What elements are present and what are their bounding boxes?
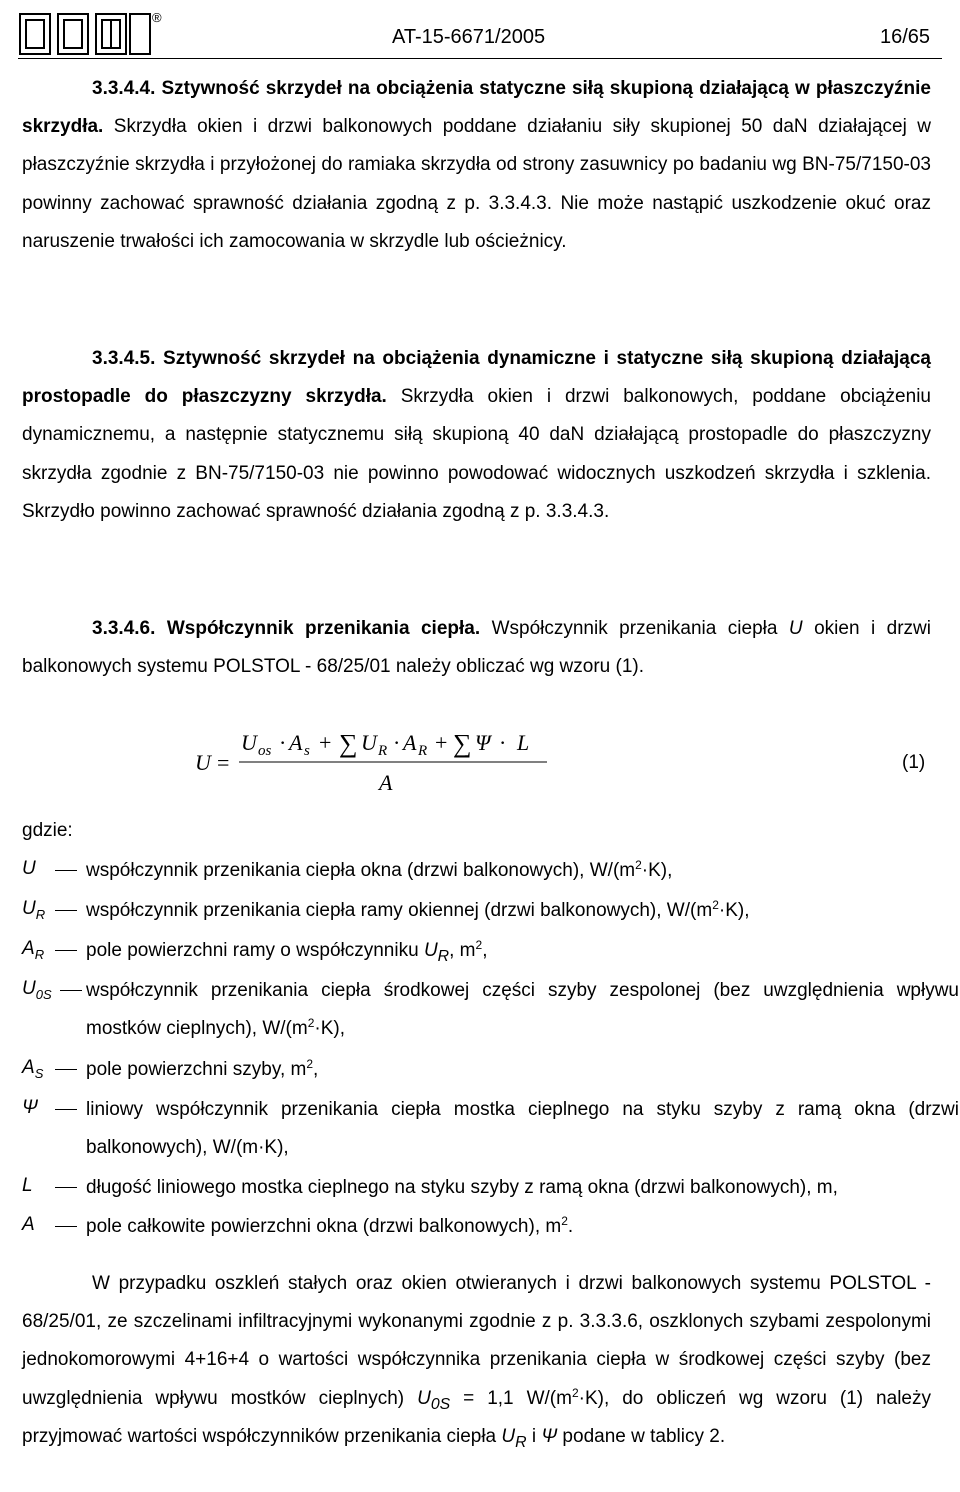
formula-term-as: A [289,730,303,755]
formula-dot-2: · [393,730,401,755]
formula-sub-r-2: R [418,743,428,759]
def-text-l: długość liniowego mostka cieplnego na styku szyby z ramą okna (drzwi balkonowych), m, [86,1177,838,1198]
def-dash [55,870,77,871]
def-symbol-ar: $A_R$ [22,938,45,962]
def-text-ar: pole powierzchni ramy o współczynniku $U_R$, $m^2$, [86,938,488,965]
section-3-3-4-6-body-start: Współczynnik przenikania ciepła [480,618,789,639]
final-paragraph: W przypadku oszkleń stałych oraz okien otwieranych i drzwi balkonowych systemu POLSTOL - 68/25/01, ze szczelinami infiltracyjnymi wykonanymi zgodnie z p. 3.3.3.6, oszklonych szybami zespolonymi jednokomorowymi 4+16+4 o wartości współczynnika przenikania ciepła w środkowej części szyby (bez uwzględnienia wpływu mostków cieplnych) $U_{0S} = 1,1$ $W/(m^2\cdot K)$, do obliczeń wg wzoru (1) należy przyjmować wartości współczynników przenikania ciepła $U_R$ i Ψ podane w tablicy 2. [22,1273,931,1451]
def-dash [60,990,82,991]
def-dash [55,1069,77,1070]
def-dash [55,1187,77,1188]
header-divider [18,58,942,59]
page-number: 16/65 [880,26,931,48]
section-3-3-4-5-heading: 3.3.4.5. Sztywność skrzydeł na obciążenia dynamiczne i statyczne siłą skupioną działającą prostopadle do płaszczyzny skrzydła. [22,348,931,408]
def-symbol-ur: $U_R$ [22,898,46,922]
formula-term-l: L [517,730,530,755]
formula-number: (1) [902,752,926,773]
formula-sum-1: ∑ [339,729,358,758]
def-dash [55,950,77,951]
formula-term-u0s: U [241,730,257,755]
formula-sub-os: os [258,743,272,759]
logo-registered-mark: ® [152,10,162,25]
formula-equals: = [217,750,230,775]
formula-plus-2: + [435,730,448,755]
def-dash [55,1226,77,1227]
formula-term-psi: Ψ [475,730,491,755]
def-symbol-u0s: $U_{0S}$ [22,978,52,1002]
def-dash [55,910,77,911]
section-3-3-4-4-body: Skrzydła okien i drzwi balkonowych poddane działaniu siły skupionej 50 daN działającej w płaszczyźnie skrzydła i przyłożonej do ramiaka skrzydła od strony zasuwnicy po badaniu wg BN-75/7150-03 powinny zachować sprawność działania zgodną z p. 3.3.4.3. Nie może nastąpić uszkodzenie okuć oraz naruszenie trwałości ich zamocowania w skrzydle lub ościeżnicy. [22,116,931,252]
formula-lhs: U [195,750,211,775]
def-text-u0s: współczynnik przenikania ciepła środkowej części szyby zespolonej (bez uwzględnienia wpływu mostków cieplnych), $W/(m^2\cdot K)$, [86,980,959,1040]
section-3-3-4-4-heading: 3.3.4.4. Sztywność skrzydeł na obciążenia statyczne siłą skupioną działającą w płaszczyźnie skrzydła. [22,78,931,138]
section-3-3-4-6-heading: 3.3.4.6. Współczynnik przenikania ciepła. [92,618,481,639]
def-symbol-psi: Ψ [22,1097,38,1118]
symbol-u: U [788,618,803,639]
def-text-u: współczynnik przenikania ciepła okna (drzwi balkonowych), $W/(m^2\cdot K)$, [86,858,673,881]
section-3-3-4-6-body-end: okien i drzwi balkonowych systemu POLSTOL - 68/25/01 należy obliczać wg wzoru (1). [22,618,931,678]
formula-sub-r-1: R [378,743,388,759]
section-3-3-4-6 [22,610,931,686]
heat-transfer-formula [195,728,555,798]
formula-sub-s: s [304,743,310,759]
section-3-3-4-4 [22,70,931,261]
def-symbol-a: A [22,1214,35,1235]
def-text-ur: współczynnik przenikania ciepła ramy okiennej (drzwi balkonowych), $W/(m^2\cdot K)$, [86,898,750,921]
formula-denominator: A [379,770,393,795]
document-reference: AT-15-6671/2005 [392,26,546,48]
def-symbol-l: L [22,1175,33,1196]
section-3-3-4-5-body: Skrzydła okien i drzwi balkonowych, poddane obciążeniu dynamicznemu, a następnie statycznemu siłą skupioną 40 daN działającą prostopadle do płaszczyzny skrzydła zgodnie z BN-75/7150-03 nie powinno powodować widocznych uszkodzeń skrzydła i szklenia. Skrzydło powinno zachować sprawność działania zgodną z p. 3.3.4.3. [22,386,931,522]
formula-plus-1: + [319,730,332,755]
def-text-as: pole powierzchni szyby, $m^2$, [86,1057,319,1080]
formula-dot-1: · [279,730,287,755]
def-dash [55,1109,77,1110]
formula-term-ar: A [403,730,417,755]
def-symbol-as: $A_S$ [22,1057,44,1081]
formula-sum-2: ∑ [453,729,472,758]
def-text-psi: liniowy współczynnik przenikania ciepła mostka cieplnego na styku szyby z ramą okna (drzwi balkonowych), W/(m·K), [86,1099,959,1159]
formula-dot-3: · [499,730,507,755]
itb-logo [18,8,168,58]
where-label: gdzie: [22,820,73,841]
formula-term-ur: U [361,730,377,755]
def-symbol-u: U [22,858,36,879]
def-text-a: pole całkowite powierzchni okna (drzwi balkonowych), $m^2$. [86,1214,574,1237]
section-3-3-4-5 [22,340,931,531]
